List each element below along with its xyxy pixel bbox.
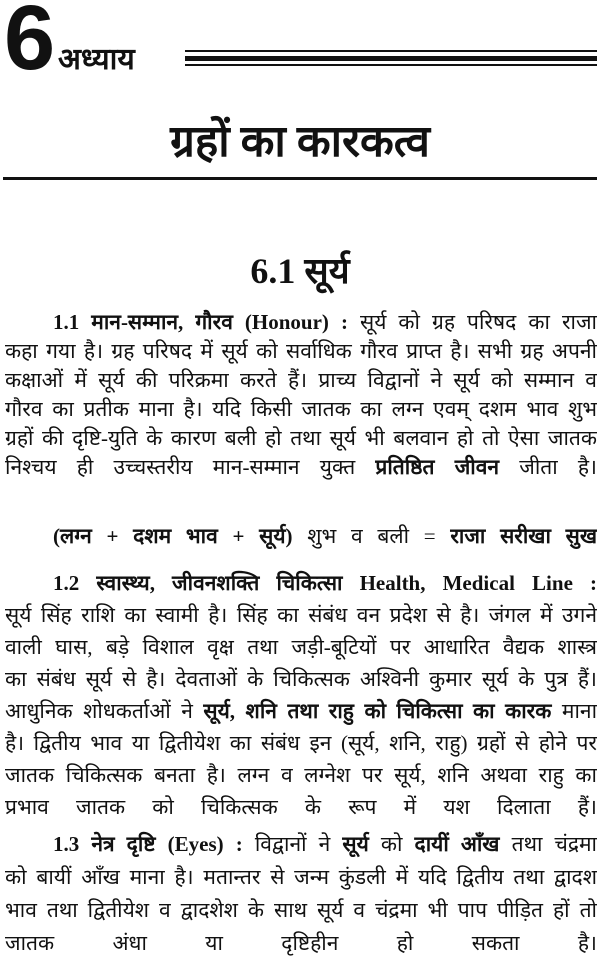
- text-line: [5, 631, 597, 663]
- text-run: जातक चिकित्सक बनता है। लग्न व लग्नेश पर सूर्य, शनि अथवा राहु का: [5, 763, 597, 787]
- decorative-rule: [185, 56, 597, 61]
- text-line: [5, 727, 597, 759]
- text-run: विद्वानों ने: [254, 832, 343, 856]
- text-run: वाली घास, बड़े विशाल वृक्ष तथा जड़ी-बूटियों पर आधारित वैद्यक शास्त्र: [5, 635, 597, 659]
- text-line: [5, 663, 597, 695]
- text-line: [5, 894, 597, 927]
- chapter-title: ग्रहों का कारकत्व: [170, 117, 430, 166]
- bold-text: दायीं आँख: [414, 832, 500, 856]
- text-run: है। द्वितीय भाव या द्वितीयेश का संबंध इन (सूर्य, शनि, राहु) ग्रहों से होने पर: [5, 731, 597, 755]
- text-line: [5, 695, 597, 727]
- text-line: [5, 308, 597, 337]
- text-line: [5, 759, 597, 791]
- text-line: [5, 927, 597, 960]
- bold-text: सूर्य, शनि तथा राहु को चिकित्सा का कारक: [203, 699, 552, 723]
- bold-text: 1.2 स्वास्थ्य, जीवनशक्ति चिकित्सा Health, Medical Line :: [53, 571, 597, 595]
- text-line: [5, 599, 597, 631]
- text-run: आधुनिक शोधकर्ताओं ने: [5, 699, 204, 723]
- text-run: तथा चंद्रमा: [499, 832, 597, 856]
- text-line: [5, 520, 597, 552]
- bold-text: राजा सरीखा सुख: [450, 524, 597, 548]
- paragraph-eyes: [5, 828, 597, 960]
- text-line: [5, 567, 597, 599]
- formula-line: [5, 520, 597, 552]
- decorative-rule: [185, 64, 597, 66]
- bold-text: सूर्य: [342, 832, 369, 856]
- text-line: [5, 861, 597, 894]
- text-run: प्रभाव जातक को चिकित्सक के रूप में यश दिलाता हैं।: [5, 795, 597, 819]
- text-run: सूर्य सिंह राशि का स्वामी है। सिंह का संबंध वन प्रदेश से है। जंगल में उगने: [5, 603, 597, 627]
- text-run: शुभ व बली =: [292, 524, 451, 548]
- bold-text: 1.1 मान-सम्मान, गौरव (Honour) :: [53, 310, 360, 334]
- text-run: निश्चय ही उच्चस्तरीय मान-सम्मान युक्त: [5, 455, 376, 479]
- text-line: [5, 828, 597, 861]
- text-line: [5, 366, 597, 395]
- text-run: ग्रहों की दृष्टि-युति के कारण बली हो तथा सूर्य भी बलवान हो तो ऐसा जातक: [5, 426, 597, 450]
- text-run: गौरव का प्रतीक माना है। यदि किसी जातक का लग्न एवम् दशम भाव शुभ: [5, 397, 597, 421]
- text-line: [5, 424, 597, 453]
- text-run: का संबंध सूर्य से है। देवताओं के चिकित्सक अश्विनी कुमार सूर्य के पुत्र हैं।: [5, 667, 597, 691]
- text-run: को बायीं आँख माना है। मतान्तर से जन्म कुंडली में यदि द्वितीय तथा द्वादश: [5, 865, 597, 889]
- text-run: जीता है।: [499, 455, 597, 479]
- text-run: जातक अंधा या दृष्टिहीन हो सकता है।: [5, 931, 597, 955]
- bold-text: प्रतिष्ठित जीवन: [375, 455, 500, 479]
- text-line: [5, 337, 597, 366]
- section-heading: 6.1 सूर्य: [250, 251, 350, 291]
- text-line: [5, 453, 597, 482]
- text-run: कक्षाओं में सूर्य की परिक्रमा करते हैं। प्राच्य विद्वानों ने सूर्य को सम्मान व: [5, 368, 597, 392]
- text-line: [5, 791, 597, 823]
- paragraph-health: [5, 567, 597, 823]
- chapter-number: 6: [4, 0, 54, 89]
- text-run: माना: [551, 699, 597, 723]
- decorative-rule: [185, 50, 597, 52]
- title-divider: [3, 177, 597, 180]
- text-run: सूर्य को ग्रह परिषद का राजा: [360, 310, 597, 334]
- text-run: कहा गया है। ग्रह परिषद में सूर्य को सर्वाधिक गौरव प्राप्त है। सभी ग्रह अपनी: [5, 339, 597, 363]
- bold-text: (लग्न + दशम भाव + सूर्य): [53, 524, 293, 548]
- paragraph-honour: [5, 308, 597, 482]
- text-line: [5, 395, 597, 424]
- text-run: को: [368, 832, 415, 856]
- text-run: भाव तथा द्वितीयेश व द्वादशेश के साथ सूर्य व चंद्रमा भी पाप पीड़ित हों तो: [5, 898, 597, 922]
- chapter-label: अध्याय: [58, 43, 135, 76]
- bold-text: 1.3 नेत्र दृष्टि (Eyes) :: [53, 832, 255, 856]
